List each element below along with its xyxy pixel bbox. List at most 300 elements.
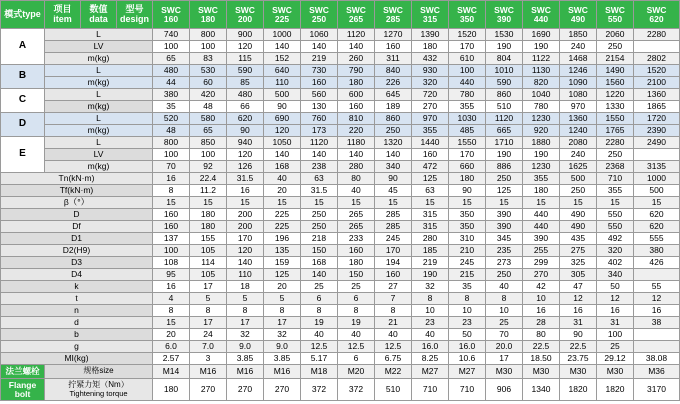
cell: 1130 <box>523 65 560 77</box>
cell: 440 <box>523 209 560 221</box>
cell: 32 <box>412 281 449 293</box>
cell: 1440 <box>412 137 449 149</box>
cell: 180 <box>449 173 486 185</box>
cell: 340 <box>597 269 634 281</box>
cell: 16 <box>560 305 597 317</box>
cell: 12 <box>597 293 634 305</box>
cell: 31.5 <box>301 185 338 197</box>
cell: 472 <box>412 161 449 173</box>
column-header-4-size: 250 <box>311 13 327 24</box>
cell: 238 <box>301 161 338 173</box>
cell: 315 <box>412 209 449 221</box>
row-label-D-m: m(kg) <box>45 125 153 137</box>
cell: 160 <box>412 149 449 161</box>
cell: 35 <box>153 101 190 113</box>
column-header-7-prefix: SWC <box>420 5 440 15</box>
cell: 140 <box>227 257 264 269</box>
cell: 47 <box>560 281 597 293</box>
column-header-3-size: 225 <box>274 13 290 24</box>
cell: 6.0 <box>153 341 190 353</box>
cell: 432 <box>412 53 449 65</box>
cell: 500 <box>560 173 597 185</box>
cell: 8 <box>412 293 449 305</box>
cell: 350 <box>449 209 486 221</box>
spec-label-Tf: Tf(kN·m) <box>1 185 153 197</box>
flange-torque-label <box>45 379 153 401</box>
cell: 355 <box>597 185 634 197</box>
header-data-cn: 数值 <box>89 4 108 15</box>
cell: 15 <box>634 197 680 209</box>
cell: 190 <box>486 41 523 53</box>
column-header-10 <box>523 1 560 29</box>
cell: 840 <box>375 65 412 77</box>
column-header-5-size: 265 <box>348 13 364 24</box>
cell: 100 <box>153 41 190 53</box>
spec-label-Df: Df <box>1 221 153 233</box>
cell: 40 <box>301 329 338 341</box>
cell: 105 <box>190 269 227 281</box>
cell: 1550 <box>597 113 634 125</box>
column-header-5 <box>338 1 375 29</box>
column-header-1-size: 180 <box>200 13 216 24</box>
cell: 426 <box>634 257 680 269</box>
cell: 17 <box>227 317 264 329</box>
cell: 23 <box>449 317 486 329</box>
cell: 180 <box>190 221 227 233</box>
cell: 1330 <box>597 101 634 113</box>
cell: 55 <box>634 281 680 293</box>
cell: 8 <box>190 305 227 317</box>
cell: 390 <box>486 221 523 233</box>
cell: 23.75 <box>560 353 597 365</box>
cell: 190 <box>486 149 523 161</box>
cell: 1520 <box>634 65 680 77</box>
cell: 7 <box>375 293 412 305</box>
cell: 90 <box>227 125 264 137</box>
cell: 610 <box>449 53 486 65</box>
cell: 315 <box>412 221 449 233</box>
cell: 2280 <box>597 137 634 149</box>
cell: 1710 <box>486 137 523 149</box>
cell: 240 <box>560 41 597 53</box>
cell: 160 <box>375 41 412 53</box>
cell: 710 <box>597 173 634 185</box>
cell: 155 <box>190 233 227 245</box>
cell: 120 <box>264 125 301 137</box>
cell: 11.2 <box>190 185 227 197</box>
cell: 250 <box>486 173 523 185</box>
column-header-1-prefix: SWC <box>198 5 218 15</box>
column-header-0-size: 160 <box>163 13 179 24</box>
cell: 48 <box>153 125 190 137</box>
spec-label-MI: MI(kg) <box>1 353 153 365</box>
cell: 345 <box>486 233 523 245</box>
cell: 340 <box>375 161 412 173</box>
column-header-2 <box>227 1 264 29</box>
cell: 170 <box>449 41 486 53</box>
cell: 40 <box>375 329 412 341</box>
cell: 1080 <box>560 89 597 101</box>
column-header-4 <box>301 1 338 29</box>
cell: 435 <box>560 233 597 245</box>
cell: 110 <box>227 269 264 281</box>
column-header-9-size: 390 <box>496 13 512 24</box>
cell: 114 <box>190 257 227 269</box>
cell: 804 <box>486 53 523 65</box>
cell: 6 <box>301 293 338 305</box>
cell: 115 <box>227 53 264 65</box>
cell: 168 <box>264 161 301 173</box>
row-label-E-LV: LV <box>45 149 153 161</box>
cell: M30 <box>560 365 597 379</box>
cell: 590 <box>486 77 523 89</box>
cell: 32 <box>227 329 264 341</box>
cell: 180 <box>338 257 375 269</box>
spec-label-D4: D4 <box>1 269 153 281</box>
cell: 355 <box>412 125 449 137</box>
cell: 2.57 <box>153 353 190 365</box>
cell: 180 <box>153 379 190 401</box>
cell: 29.12 <box>597 353 634 365</box>
cell: 70 <box>486 329 523 341</box>
cell: 219 <box>412 257 449 269</box>
cell: 800 <box>190 29 227 41</box>
cell: 560 <box>301 89 338 101</box>
cell: 63 <box>412 185 449 197</box>
cell: 250 <box>560 185 597 197</box>
cell: 730 <box>301 65 338 77</box>
spec-label-D2: D2(H9) <box>1 245 153 257</box>
column-header-13-size: 620 <box>649 13 664 24</box>
cell: 38.08 <box>634 353 680 365</box>
cell: 16 <box>634 305 680 317</box>
cell: 200 <box>227 209 264 221</box>
cell: 9.0 <box>264 341 301 353</box>
cell: 402 <box>597 257 634 269</box>
cell: 12.5 <box>338 341 375 353</box>
cell: 2490 <box>634 137 680 149</box>
cell: 3170 <box>634 379 680 401</box>
cell: 92 <box>190 161 227 173</box>
cell: 260 <box>338 53 375 65</box>
row-label-B-m: m(kg) <box>45 77 153 89</box>
cell: 6.75 <box>375 353 412 365</box>
cell: 125 <box>264 269 301 281</box>
column-header-10-prefix: SWC <box>531 5 551 15</box>
row-label-E-m: m(kg) <box>45 161 153 173</box>
cell: 140 <box>338 41 375 53</box>
cell: 1720 <box>634 113 680 125</box>
cell: 2154 <box>597 53 634 65</box>
cell: 355 <box>449 101 486 113</box>
cell: 5 <box>264 293 301 305</box>
cell: 380 <box>153 89 190 101</box>
cell: 140 <box>301 41 338 53</box>
cell: 225 <box>264 209 301 221</box>
cell: 10 <box>412 305 449 317</box>
cell: 1468 <box>560 53 597 65</box>
cell: 780 <box>449 89 486 101</box>
cell: 218 <box>301 233 338 245</box>
cell: 250 <box>375 125 412 137</box>
cell: 25 <box>597 341 634 353</box>
header-item-en: item <box>53 13 72 24</box>
cell: 8 <box>264 305 301 317</box>
cell: M16 <box>227 365 264 379</box>
cell: 420 <box>190 89 227 101</box>
cell: 2100 <box>634 77 680 89</box>
column-header-13 <box>634 1 680 29</box>
cell: 45 <box>375 185 412 197</box>
cell: 2280 <box>634 29 680 41</box>
cell: 140 <box>301 149 338 161</box>
cell: 5 <box>190 293 227 305</box>
cell: 60 <box>190 77 227 89</box>
cell: 40 <box>338 185 375 197</box>
cell: 500 <box>264 89 301 101</box>
cell <box>634 269 680 281</box>
cell: 1030 <box>449 113 486 125</box>
cell: M30 <box>523 365 560 379</box>
cell: 490 <box>560 221 597 233</box>
cell: 40 <box>338 329 375 341</box>
column-header-0 <box>153 1 190 29</box>
cell: 189 <box>375 101 412 113</box>
cell: M27 <box>449 365 486 379</box>
cell: 5 <box>227 293 264 305</box>
cell: 15 <box>301 197 338 209</box>
cell: 490 <box>560 209 597 221</box>
column-header-13-prefix: SWC <box>646 5 667 15</box>
cell: 120 <box>227 149 264 161</box>
header-data <box>81 1 117 29</box>
cell <box>634 41 680 53</box>
cell: 80 <box>338 173 375 185</box>
cell: 170 <box>227 233 264 245</box>
cell: 320 <box>412 77 449 89</box>
column-header-12-prefix: SWC <box>605 5 625 15</box>
row-label-A-LV: LV <box>45 41 153 53</box>
cell: 50 <box>597 281 634 293</box>
cell: 120 <box>227 41 264 53</box>
spec-label-beta: β（°） <box>1 197 153 209</box>
cell: 740 <box>153 29 190 41</box>
cell: 390 <box>486 209 523 221</box>
cell: 40 <box>264 173 301 185</box>
flange-torque-label-cn: 拧紧力矩（Nm） <box>68 380 129 390</box>
header-item <box>45 1 81 29</box>
cell: 1230 <box>523 113 560 125</box>
cell: 8 <box>301 305 338 317</box>
cell: 159 <box>264 257 301 269</box>
cell: 23 <box>412 317 449 329</box>
cell: 1120 <box>301 137 338 149</box>
cell: 18.50 <box>523 353 560 365</box>
cell: 1880 <box>523 137 560 149</box>
cell: 48 <box>190 101 227 113</box>
column-header-6-size: 285 <box>385 13 401 24</box>
cell: 1220 <box>597 89 634 101</box>
cell: 900 <box>227 29 264 41</box>
cell: 270 <box>523 269 560 281</box>
cell: 16 <box>227 185 264 197</box>
cell: 10 <box>523 293 560 305</box>
cell: 150 <box>338 269 375 281</box>
cell: 105 <box>190 245 227 257</box>
cell: 100 <box>153 245 190 257</box>
cell: 6 <box>338 353 375 365</box>
cell: 440 <box>523 221 560 233</box>
flange-bolt-label-cn: 法兰螺栓 <box>1 365 45 379</box>
row-label-D-L: L <box>45 113 153 125</box>
cell: 930 <box>412 65 449 77</box>
cell: 3.85 <box>227 353 264 365</box>
row-label-C-L: L <box>45 89 153 101</box>
cell: 492 <box>597 233 634 245</box>
cell: 83 <box>190 53 227 65</box>
cell: 16 <box>597 305 634 317</box>
cell: 255 <box>523 245 560 257</box>
cell: 3 <box>190 353 227 365</box>
cell: 550 <box>597 209 634 221</box>
column-header-1 <box>190 1 227 29</box>
cell: 886 <box>486 161 523 173</box>
cell: 25 <box>301 281 338 293</box>
cell: 710 <box>449 379 486 401</box>
cell: 520 <box>153 113 190 125</box>
cell: 220 <box>338 125 375 137</box>
cell: 16 <box>523 305 560 317</box>
cell: 820 <box>523 77 560 89</box>
cell: M16 <box>264 365 301 379</box>
cell: 18 <box>227 281 264 293</box>
column-header-0-prefix: SWC <box>161 5 181 15</box>
cell: 250 <box>301 209 338 221</box>
cell: 480 <box>153 65 190 77</box>
cell: 180 <box>412 41 449 53</box>
cell: 2390 <box>634 125 680 137</box>
cell: 196 <box>264 233 301 245</box>
cell: M14 <box>153 365 190 379</box>
cell: 8.25 <box>412 353 449 365</box>
cell: 173 <box>301 125 338 137</box>
cell: 380 <box>634 245 680 257</box>
cell: 16.0 <box>449 341 486 353</box>
cell: 120 <box>227 245 264 257</box>
cell: 22.5 <box>523 341 560 353</box>
cell: 800 <box>153 137 190 149</box>
cell: 15 <box>560 197 597 209</box>
cell: 180 <box>190 209 227 221</box>
cell: 500 <box>634 185 680 197</box>
cell: 2802 <box>634 53 680 65</box>
cell: 15 <box>190 197 227 209</box>
cell: 100 <box>190 149 227 161</box>
column-header-6-prefix: SWC <box>383 5 403 15</box>
cell: 6 <box>338 293 375 305</box>
cell: 8 <box>449 293 486 305</box>
cell: 1490 <box>597 65 634 77</box>
cell: 645 <box>375 89 412 101</box>
cell: 780 <box>523 101 560 113</box>
cell: 90 <box>449 185 486 197</box>
cell: 15 <box>338 197 375 209</box>
cell: 31 <box>597 317 634 329</box>
row-label-A-L: L <box>45 29 153 41</box>
cell: 126 <box>227 161 264 173</box>
cell: 10 <box>486 305 523 317</box>
cell: 170 <box>449 149 486 161</box>
row-label-E-L: L <box>45 137 153 149</box>
cell: 66 <box>227 101 264 113</box>
flange-bolt-label-en <box>1 379 45 401</box>
cell: 235 <box>486 245 523 257</box>
cell: 140 <box>264 41 301 53</box>
column-header-8-prefix: SWC <box>457 5 477 15</box>
cell: 8 <box>338 305 375 317</box>
cell: 620 <box>634 221 680 233</box>
cell: 270 <box>264 379 301 401</box>
cell: 125 <box>486 185 523 197</box>
cell: 1320 <box>375 137 412 149</box>
column-header-7 <box>412 1 449 29</box>
column-header-12-size: 550 <box>607 13 623 24</box>
cell: 906 <box>486 379 523 401</box>
cell: 226 <box>375 77 412 89</box>
flange-spec-label: 规格size <box>45 365 153 379</box>
cell: 65 <box>190 125 227 137</box>
column-header-2-prefix: SWC <box>235 5 255 15</box>
cell: 17 <box>190 281 227 293</box>
cell: 8 <box>375 305 412 317</box>
cell: 9.0 <box>227 341 264 353</box>
cell: 1040 <box>523 89 560 101</box>
cell: 225 <box>264 221 301 233</box>
cell: M36 <box>634 365 680 379</box>
cell: 137 <box>153 233 190 245</box>
column-header-4-prefix: SWC <box>309 5 329 15</box>
cell: 100 <box>153 149 190 161</box>
cell: 21 <box>375 317 412 329</box>
cell: M22 <box>375 365 412 379</box>
cell <box>634 341 680 353</box>
cell: 17 <box>190 317 227 329</box>
cell: 510 <box>486 101 523 113</box>
cell: 530 <box>190 65 227 77</box>
cell: 270 <box>412 101 449 113</box>
cell <box>634 149 680 161</box>
cell: 125 <box>412 173 449 185</box>
cell: 1060 <box>301 29 338 41</box>
cell: 16.0 <box>412 341 449 353</box>
cell: 1820 <box>560 379 597 401</box>
cell: 17 <box>486 353 523 365</box>
cell: 168 <box>301 257 338 269</box>
cell: 620 <box>227 113 264 125</box>
cell: 19 <box>338 317 375 329</box>
cell: 1246 <box>560 65 597 77</box>
column-header-3-prefix: SWC <box>272 5 292 15</box>
cell: 210 <box>449 245 486 257</box>
spec-label-Tn: Tn(kN·m) <box>1 173 153 185</box>
cell: 35 <box>449 281 486 293</box>
column-header-11-prefix: SWC <box>568 5 588 15</box>
cell: 7.0 <box>190 341 227 353</box>
cell: 270 <box>227 379 264 401</box>
cell: 20 <box>264 185 301 197</box>
cell: 1390 <box>412 29 449 41</box>
cell: 1360 <box>560 113 597 125</box>
